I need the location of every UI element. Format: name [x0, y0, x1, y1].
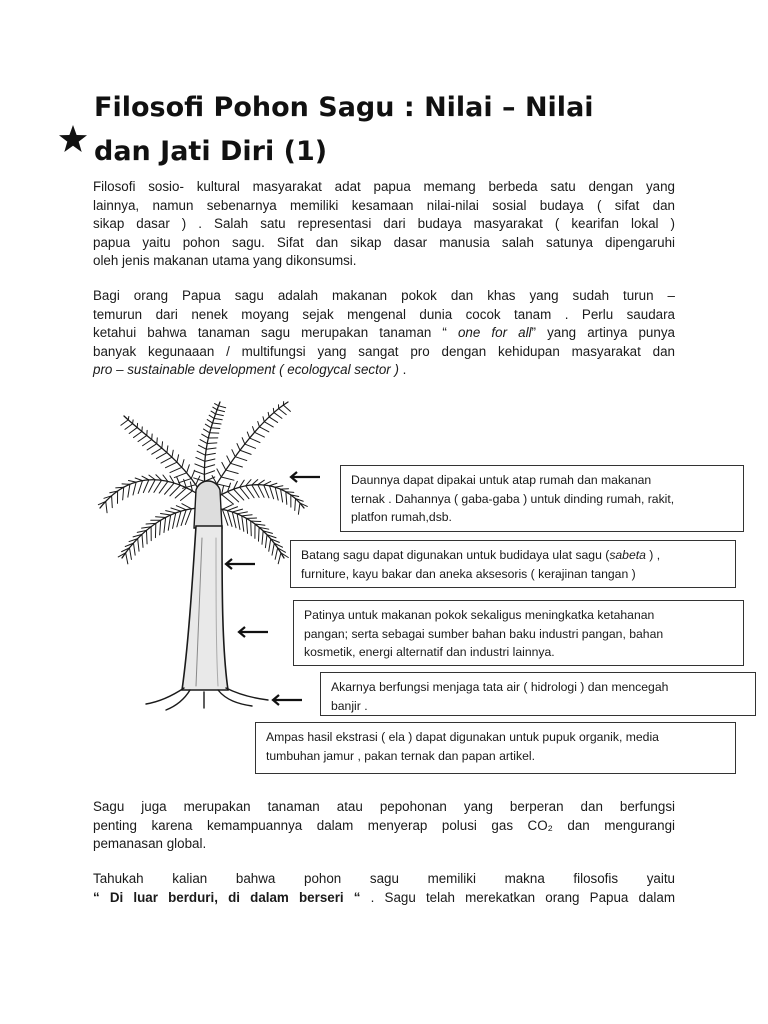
- palm-leaflet: [207, 420, 212, 423]
- text-line: sikap dasar ) . Salah satu representasi dari budaya masyarakat ( kearifan lokal ): [93, 216, 675, 232]
- palm-leaflet: [275, 486, 283, 487]
- palm-leaflet: [176, 506, 186, 510]
- pollution-paragraph: [93, 798, 675, 854]
- palm-leaflet: [106, 501, 107, 512]
- palm-leaflet: [235, 457, 247, 461]
- palm-leaflet: [207, 443, 217, 444]
- palm-leaflet: [164, 517, 166, 532]
- palm-leaflet: [125, 424, 133, 430]
- palm-leaflet: [202, 434, 209, 438]
- palm-leaflet: [129, 428, 137, 434]
- text-line: papua yaitu pohon sagu. Sifat dan sikap dasar manusia salah satunya dipengaruhi: [93, 234, 675, 250]
- palm-leaflet: [274, 413, 282, 419]
- palm-leaflet: [213, 407, 217, 410]
- text-segment: ketahui bahwa tanaman sagu merupakan tanaman “: [93, 325, 458, 341]
- palm-leaflet: [286, 492, 287, 505]
- palm-leaflet: [242, 438, 245, 444]
- palm-leaflet: [227, 456, 231, 463]
- palm-leaflet: [197, 451, 205, 455]
- palm-leaflet: [269, 483, 276, 485]
- palm-leaflet: [138, 539, 139, 552]
- palm-leaflet: [172, 450, 173, 457]
- callout-starch: [293, 600, 744, 666]
- palm-leaflet: [200, 440, 207, 444]
- palm-leaflet: [269, 486, 273, 499]
- palm-leaflet: [156, 453, 167, 459]
- palm-leaflet: [211, 411, 216, 414]
- palm-leaflet: [232, 512, 236, 528]
- palm-leaflet: [177, 511, 181, 527]
- text-line: oleh jenis makanan utama yang dikonsumsi.: [93, 253, 357, 269]
- text-line: banyak kegunaaan / multifungsi yang sangat pro dengan kehidupan masyarakat dan: [93, 343, 675, 359]
- text-line: [93, 361, 675, 380]
- palm-leaflet: [242, 516, 244, 531]
- palm-leaflet: [133, 482, 136, 495]
- palm-leaflet: [146, 530, 147, 543]
- palm-leaflet: [237, 514, 240, 530]
- palm-leaflet: [204, 465, 214, 468]
- palm-leaflet: [246, 518, 247, 533]
- palm-leaflet: [222, 509, 228, 525]
- callout-line: pangan; serta sebagai sumber bahan baku industri pangan, bahan: [304, 626, 664, 641]
- callout-line: furniture, kayu bakar dan aneka aksesoris ( kerajinan tangan ): [301, 566, 636, 581]
- text-line: Tahukah kalian bahwa pohon sagu memiliki makna filosofis yaitu: [93, 871, 675, 886]
- palm-leaflet: [129, 548, 131, 560]
- palm-leaflet: [268, 412, 269, 417]
- palm-leaflet: [133, 420, 134, 424]
- palm-leaflet: [263, 417, 264, 422]
- palm-leaflet: [283, 405, 290, 411]
- palm-leaflet: [281, 489, 283, 502]
- palm-leaflet: [222, 462, 226, 470]
- palm-leaflet: [123, 487, 124, 500]
- palm-leaflet: [214, 418, 222, 419]
- palm-leaflet: [166, 511, 176, 513]
- italic-phrase: pro – sustainable development ( ecologycal sector ): [93, 362, 399, 378]
- palm-leaflet: [216, 414, 224, 416]
- palm-leaflet: [275, 487, 278, 500]
- callout-line: Daunnya dapat dipakai untuk atap rumah dan makanan: [351, 473, 652, 487]
- palm-leaflet: [259, 427, 268, 432]
- palm-leaflet: [182, 460, 184, 468]
- palm-leaflet: [182, 504, 192, 509]
- palm-leaflet: [230, 463, 242, 467]
- palm-leaflet: [226, 470, 238, 473]
- palm-leaflet: [245, 444, 256, 448]
- palm-leaflet: [154, 480, 162, 492]
- text-line: Bagi orang Papua sagu adalah makanan pokok dan khas yang sudah turun –: [93, 288, 675, 303]
- palm-leaflet: [247, 432, 249, 438]
- palm-leaflet: [134, 431, 142, 437]
- palm-leaflet: [156, 517, 166, 518]
- callout-roots: [320, 672, 756, 716]
- palm-leaflet: [128, 484, 130, 497]
- italic-phrase: one for all: [457, 325, 532, 341]
- text-segment: ) ,: [645, 548, 661, 562]
- palm-leaflet: [138, 435, 147, 441]
- palm-leaflet: [227, 507, 237, 511]
- palm-leaflet: [209, 415, 214, 418]
- text-line: pemanasan global.: [93, 836, 207, 852]
- palm-leaflet: [135, 478, 142, 481]
- palm-leaflet: [121, 420, 128, 425]
- palm-leaflet: [143, 480, 148, 493]
- palm-leaflet: [217, 469, 221, 477]
- text-line: Filosofi sosio- kultural masyarakat adat papua memang berbeda satu dengan yang: [93, 179, 675, 194]
- callout-line: ternak . Dahannya ( gaba-gaba ) untuk dinding rumah, rakit,: [351, 491, 675, 506]
- callout-line: [301, 546, 725, 565]
- palm-leaflet: [177, 455, 179, 462]
- philosophy-paragraph: [93, 870, 675, 907]
- palm-leaflet: [232, 450, 235, 457]
- palm-leaflet: [262, 531, 263, 544]
- palm-leaflet: [160, 520, 161, 535]
- palm-leaflet: [215, 404, 219, 406]
- palm-leaflet: [203, 429, 209, 433]
- palm-leaflet: [194, 471, 204, 475]
- palm-leaflet: [205, 424, 211, 428]
- callout-line: kosmetik, energi alternatif dan industri lainnya.: [304, 645, 555, 660]
- text-line: temurun dari nenek moyang sejak mengenal dunia cocok tanam . Perlu saudara: [93, 306, 675, 322]
- palm-leaflet: [264, 422, 273, 427]
- title-line-2: dan Jati Diri (1): [94, 136, 328, 167]
- palm-leaflet: [269, 417, 278, 422]
- palm-leaflet: [232, 509, 242, 512]
- text-segment: Batang sagu dapat digunakan untuk budidaya ulat sagu (: [301, 548, 610, 562]
- sago-palm-illustration: [92, 398, 310, 716]
- palm-leaflet: [265, 535, 267, 548]
- palm-leaflet: [191, 470, 194, 478]
- callout-line: Akarnya berfungsi menjaga tata air ( hidrologi ) dan mencegah: [331, 680, 669, 694]
- palm-leaflet: [253, 427, 255, 433]
- palm-leaflet: [237, 512, 247, 514]
- palm-leaflet: [205, 459, 215, 461]
- palm-leaflet: [278, 553, 281, 564]
- text-line: [93, 324, 675, 343]
- bold-phrase: “ Di luar berduri, di dalam berseri “: [93, 889, 361, 905]
- palm-leaflet: [269, 539, 271, 551]
- palm-leaflet: [250, 438, 260, 443]
- palm-leaflet: [211, 428, 220, 429]
- palm-leaflet: [286, 492, 294, 493]
- italic-phrase: sabeta: [609, 548, 646, 562]
- palm-leaflet: [149, 480, 156, 492]
- palm-leaflet: [221, 477, 234, 480]
- callout-line: Patinya untuk makanan pokok sekaligus meningkatka ketahanan: [304, 608, 655, 622]
- palm-leaflet: [128, 416, 129, 419]
- palm-leaflet: [166, 462, 177, 468]
- star-icon: [58, 124, 88, 154]
- palm-leaflet: [217, 410, 225, 412]
- palm-leaflet: [173, 513, 176, 528]
- palm-leaflet: [196, 476, 200, 485]
- callout-trunk: [290, 540, 736, 588]
- text-line: penting karena kemampuannya dalam menyerap polusi gas CO₂ dan mengurangi: [93, 817, 675, 833]
- palm-leaflet: [251, 521, 252, 536]
- palm-leaflet: [128, 481, 136, 483]
- callout-leaves: [340, 465, 744, 532]
- text-segment: .: [398, 362, 407, 378]
- title-line-1: Filosofi Pohon Sagu : Nilai – Nilai: [94, 92, 594, 123]
- palm-leaflet: [273, 408, 274, 412]
- palm-leaflet: [147, 444, 157, 450]
- palm-leaflet: [298, 503, 300, 514]
- left-arrow-icon: [236, 625, 270, 639]
- palm-leaflet: [142, 534, 143, 547]
- palm-leaflet: [187, 465, 190, 473]
- palm-leaflet: [219, 406, 226, 408]
- text-segment: ” yang artinya punya: [531, 325, 675, 341]
- text-line: [93, 889, 675, 908]
- palm-leaflet: [205, 453, 215, 455]
- palm-leaflet: [258, 422, 260, 427]
- sago-paragraph: [93, 287, 675, 380]
- palm-leaflet: [227, 511, 232, 527]
- palm-leaflet: [279, 409, 287, 415]
- text-line: Sagu juga merupakan tanaman atau pepohonan yang berperan dan berfungsi: [93, 799, 675, 814]
- text-line: lainnya, namun sebenarnya memiliki kesamaan nilai-nilai sosial budaya ( sifat dan: [93, 197, 675, 213]
- palm-leaflet: [272, 543, 274, 555]
- intro-paragraph: [93, 178, 675, 271]
- palm-leaflet: [143, 440, 152, 446]
- left-arrow-icon: [223, 557, 257, 571]
- palm-leaflet: [112, 496, 113, 508]
- palm-leaflet: [171, 508, 181, 511]
- callout-waste: [255, 722, 736, 774]
- palm-leaflet: [168, 515, 170, 530]
- palm-leaflet: [237, 444, 240, 451]
- page-title: [94, 86, 694, 174]
- palm-leaflet: [212, 423, 221, 424]
- palm-leaflet: [138, 481, 142, 494]
- palm-leaflet: [258, 480, 265, 484]
- palm-leaflet: [222, 505, 232, 510]
- text-segment: . Sagu telah merekatkan orang Papua dalam: [360, 889, 675, 905]
- palm-leaflet: [185, 509, 191, 525]
- palm-leaflet: [170, 467, 182, 472]
- callout-line: banjir .: [331, 698, 368, 713]
- palm-leaflet: [275, 548, 278, 559]
- palm-leaflet: [258, 485, 264, 498]
- palm-leaflet: [264, 481, 271, 485]
- palm-leaflet: [240, 450, 251, 454]
- palm-leaflet: [157, 438, 158, 444]
- palm-leaflet: [195, 464, 205, 468]
- palm-leaflet: [196, 457, 205, 461]
- palm-leaflet: [116, 487, 124, 488]
- palm-leaflet: [295, 499, 296, 511]
- palm-leaflet: [198, 445, 206, 449]
- palm-leaflet: [204, 471, 214, 475]
- palm-leaflet: [242, 515, 252, 516]
- palm-leaflet: [126, 553, 128, 564]
- palm-leaflet: [206, 448, 216, 449]
- palm-leaflet: [133, 543, 135, 555]
- callout-line: Ampas hasil ekstrasi ( ela ) dapat digunakan untuk pupuk organik, media: [266, 730, 659, 744]
- left-arrow-icon: [288, 470, 322, 484]
- palm-leaflet: [255, 432, 265, 437]
- palm-leaflet: [162, 442, 163, 448]
- palm-leaflet: [152, 448, 162, 454]
- left-arrow-icon: [270, 693, 304, 707]
- callout-line: tumbuhan jamur , pakan ternak dan papan artikel.: [266, 748, 535, 763]
- palm-leaflet: [161, 514, 171, 515]
- palm-leaflet: [149, 475, 155, 480]
- palm-leaflet: [161, 457, 172, 463]
- palm-leaflet: [264, 485, 269, 498]
- palm-leaflet: [258, 527, 259, 541]
- palm-leaflet: [174, 473, 186, 478]
- palm-leaflet: [180, 491, 192, 501]
- palm-leaflet: [142, 476, 149, 480]
- callout-line: platfon rumah,dsb.: [351, 510, 452, 525]
- palm-leaflet: [167, 446, 168, 453]
